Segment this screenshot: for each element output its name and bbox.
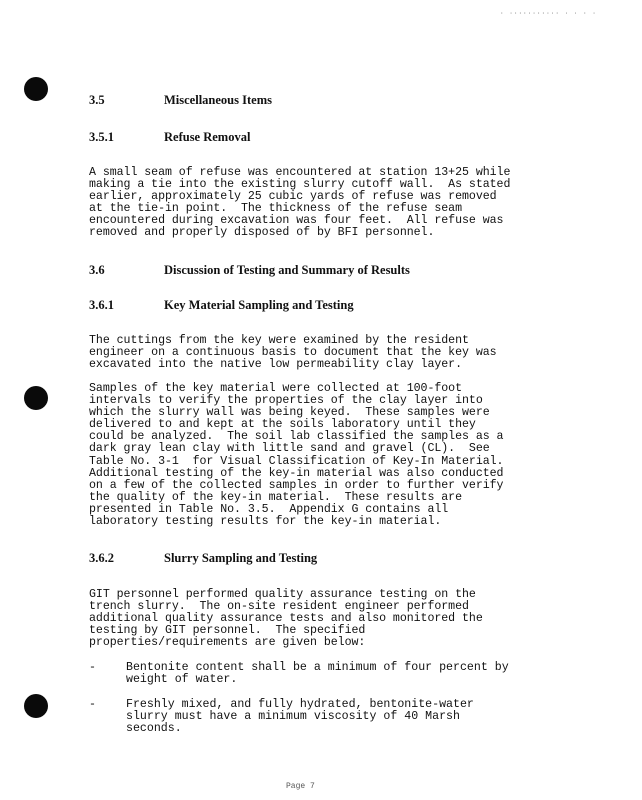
paragraph-key-cuttings: The cuttings from the key were examined by the resident engineer on a continuous basis to document that the key was excavated into the native low permeability clay layer. <box>89 334 497 372</box>
bullet-item-viscosity: Freshly mixed, and fully hydrated, bentonite-water slurry must have a minimum viscosity of 40 Marsh seconds. <box>126 698 474 736</box>
page-footer: Page 7 <box>286 782 315 791</box>
bullet-mark: - <box>89 661 96 674</box>
section-number: 3.6 <box>89 263 105 277</box>
section-heading-3-6 <box>89 263 410 278</box>
bullet-item-bentonite: Bentonite content shall be a minimum of four percent by weight of water. <box>126 661 509 687</box>
bullet-mark: - <box>89 698 96 711</box>
paragraph-slurry-intro: GIT personnel performed quality assurance testing on the trench slurry. The on-site resident engineer performed additional quality assurance tests and also monitored the testing by GIT personnel. The specified properties/requirements are given below: <box>89 588 483 650</box>
section-number: 3.6.1 <box>89 298 114 312</box>
paragraph-key-samples: Samples of the key material were collected at 100-foot intervals to verify the properties of the clay layer into which the slurry wall was being keyed. These samples were delivered to and kept at the soils laboratory until they could be analyzed. The soil lab classified the samples as a dark gray lean clay with little sand and gravel (CL). See Table No. 3-1 for Visual Classification of Key-In Material. Additional testing of the key-in material was also conducted on a few of the collected samples in order to further verify the quality of the key-in material. These results are presented in Table No. 3.5. Appendix G contains all laboratory testing results for the key-in material. <box>89 382 504 529</box>
section-heading-3-5-1 <box>89 130 250 145</box>
section-heading-3-5 <box>89 93 272 108</box>
section-title: Refuse Removal <box>164 130 251 144</box>
section-title: Slurry Sampling and Testing <box>164 551 318 565</box>
header-mark: · ··········· · · · · <box>500 10 597 17</box>
section-title: Discussion of Testing and Summary of Results <box>164 263 410 277</box>
section-title: Miscellaneous Items <box>164 93 272 107</box>
section-number: 3.5 <box>89 93 105 107</box>
section-number: 3.5.1 <box>89 130 114 144</box>
section-title: Key Material Sampling and Testing <box>164 298 354 312</box>
punch-hole-bottom <box>24 694 48 718</box>
punch-hole-middle <box>24 386 48 410</box>
section-number: 3.6.2 <box>89 551 114 565</box>
punch-hole-top <box>24 77 48 101</box>
section-heading-3-6-2 <box>89 551 317 566</box>
section-heading-3-6-1 <box>89 298 354 313</box>
paragraph-refuse-removal: A small seam of refuse was encountered at station 13+25 while making a tie into the existing slurry cutoff wall. As stated earlier, approximately 25 cubic yards of refuse was removed at the tie-in point. The thickness of the refuse seam encountered during excavation was four feet. All refuse was removed and properly disposed of by BFI personnel. <box>89 166 511 240</box>
